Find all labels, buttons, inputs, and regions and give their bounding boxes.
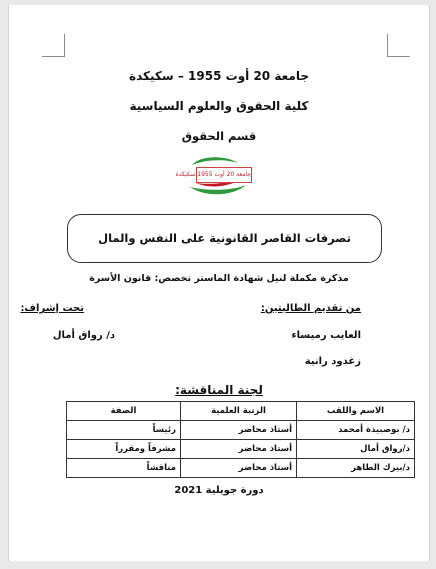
supervisor-name: د/ رواق أمال [52, 330, 115, 341]
students-heading: من تقديم الطالبتين: [260, 303, 361, 314]
university-logo-icon [175, 157, 252, 197]
member-name: د/بيرك الطاهر [297, 459, 415, 478]
supervision-heading: تحت إشراف: [20, 303, 84, 314]
session-line: دورة جويلية 2021 [174, 485, 264, 496]
thesis-title-box [67, 214, 382, 263]
logo-green-swoosh [190, 185, 246, 194]
table-row [67, 421, 415, 440]
faculty-name: كلية الحقوق والعلوم السياسية [129, 99, 309, 113]
logo-text: جامعة 20 أوت 1955 سكيكدة [196, 167, 252, 183]
crop-mark-top-left [42, 34, 65, 57]
member-name: د/ بوصبيدة أمحمد [297, 421, 415, 440]
student-name-1: العايب رميساء [291, 330, 361, 341]
committee-table [66, 401, 415, 478]
student-name-2: زغدود رانية [304, 356, 361, 367]
member-rank: أستاذ محاضر [181, 459, 297, 478]
table-header-row [67, 402, 415, 421]
member-role: رئيساً [67, 421, 181, 440]
member-role: مشرفاً ومقرراً [67, 440, 181, 459]
member-role: مناقشاً [67, 459, 181, 478]
column-header-rank: الرتبة العلمية [181, 402, 297, 421]
column-header-name: الاسم واللقب [297, 402, 415, 421]
department-name: قسم الحقوق [181, 129, 257, 143]
member-rank: أستاذ محاضر [181, 440, 297, 459]
table-row [67, 440, 415, 459]
committee-heading: لجنة المناقشة: [175, 383, 263, 397]
member-name: د/رواق أمال [297, 440, 415, 459]
document-page [8, 5, 430, 561]
university-name: جامعة 20 أوت 1955 – سكيكدة [129, 69, 309, 83]
column-header-role: الصفة [67, 402, 181, 421]
crop-mark-top-right [387, 34, 410, 57]
logo-green-arc [192, 157, 238, 165]
member-rank: أستاذ محاضر [181, 421, 297, 440]
memo-line: مذكرة مكملة لنيل شهادة الماستر تخصص: قانون الأسرة [89, 273, 349, 284]
thesis-title: تصرفات القاصر القانونية على النفس والمال [98, 231, 351, 245]
table-row [67, 459, 415, 478]
